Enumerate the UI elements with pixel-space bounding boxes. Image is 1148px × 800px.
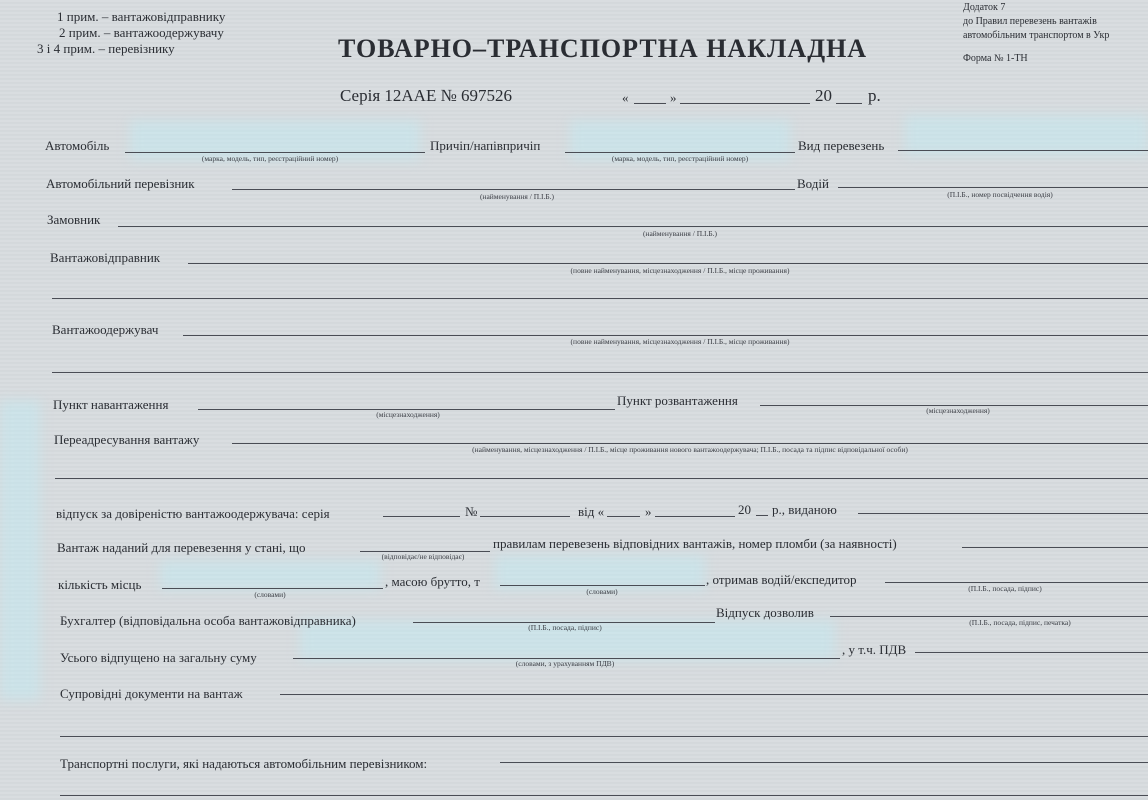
proxy-label: відпуск за довіреністю вантажоодержувача: серія (56, 506, 330, 521)
year-suffix: р. (868, 86, 881, 105)
driver-label: Водій (797, 176, 829, 191)
proxy-serie-field[interactable] (383, 516, 460, 517)
vat-field[interactable] (915, 652, 1148, 653)
gross-field[interactable] (500, 585, 705, 586)
copy-note: 3 і 4 прим. – перевізнику (37, 41, 175, 56)
received-hint: (П.І.Б., посада, підпис) (968, 584, 1042, 593)
trailer-label: Причіп/напівпричіп (430, 138, 541, 153)
documents-field[interactable] (280, 694, 1148, 695)
day-field[interactable] (634, 103, 666, 104)
month-field[interactable] (680, 103, 810, 104)
loading-hint: (місцезнаходження) (376, 410, 440, 419)
gross-label: , масою брутто, т (385, 574, 480, 589)
customer-field[interactable] (118, 226, 1148, 227)
shipper-field[interactable] (188, 263, 1148, 264)
readdress-hint: (найменування, місцезнаходження / П.І.Б., місце проживання нового вантажоодержувача; П.І.Б., посада та підпис відповідальної особи) (472, 445, 908, 454)
proxy-month-field[interactable] (655, 516, 735, 517)
appendix-line: Додаток 7 (963, 2, 1006, 13)
proxy-day-field[interactable] (607, 516, 640, 517)
copy-note: 2 прим. – вантажоодержувачу (59, 25, 224, 40)
document-title: ТОВАРНО–ТРАНСПОРТНА НАКЛАДНА (338, 34, 868, 63)
year-field[interactable] (836, 103, 862, 104)
vehicle-field[interactable] (125, 152, 425, 153)
consignee-field-2[interactable] (52, 372, 1148, 373)
places-hint: (словами) (254, 590, 286, 599)
unloading-point-label: Пункт розвантаження (617, 393, 738, 408)
driver-field[interactable] (838, 187, 1148, 188)
consignee-label: Вантажоодержувач (52, 322, 159, 337)
cargo-rules-label: правилам перевезень відповідних вантажів, номер пломби (за наявності) (493, 536, 897, 551)
trailer-hint: (марка, модель, тип, реєстраційний номер) (611, 154, 749, 163)
proxy-year-field[interactable] (756, 515, 768, 516)
proxy-year-prefix: 20 (738, 502, 751, 517)
documents-field-2[interactable] (60, 736, 1148, 737)
cargo-state-label: Вантаж наданий для перевезення у стані, що (57, 540, 306, 555)
proxy-issued-field[interactable] (858, 513, 1148, 514)
vehicle-label: Автомобіль (45, 138, 110, 153)
driver-hint: (П.І.Б., номер посвідчення водія) (947, 190, 1053, 199)
services-label: Транспортні послуги, які надаються автомобільним перевізником: (60, 756, 428, 771)
services-field[interactable] (500, 762, 1148, 763)
unloading-hint: (місцезнаходження) (926, 406, 990, 415)
total-label: Усього відпущено на загальну суму (60, 650, 257, 665)
quote-close: » (670, 90, 677, 105)
year-prefix: 20 (815, 86, 832, 105)
services-field-2[interactable] (60, 795, 1148, 796)
accountant-hint: (П.І.Б., посада, підпис) (528, 623, 602, 632)
total-hint: (словами, з урахуванням ПДВ) (515, 659, 615, 668)
readdress-label: Переадресування вантажу (54, 432, 200, 447)
shipper-label: Вантажовідправник (50, 250, 161, 265)
appendix-line: автомобільним транспортом в Укр (963, 30, 1110, 41)
appendix-line: до Правил перевезень вантажів (963, 16, 1097, 27)
vat-label: , у т.ч. ПДВ (842, 642, 907, 657)
copy-note: 1 прим. – вантажовідправнику (57, 9, 226, 24)
proxy-number-field[interactable] (480, 516, 570, 517)
places-field[interactable] (162, 588, 383, 589)
shipper-field-2[interactable] (52, 298, 1148, 299)
carrier-label: Автомобільний перевізник (46, 176, 195, 191)
received-field[interactable] (885, 582, 1148, 583)
form-number: Форма № 1-ТН (963, 53, 1028, 64)
proxy-quote-close: » (645, 504, 652, 519)
release-hint: (П.І.Б., посада, підпис, печатка) (969, 618, 1071, 627)
places-label: кількість місць (58, 577, 142, 592)
release-label: Відпуск дозволив (716, 605, 814, 620)
transport-type-label: Вид перевезень (798, 138, 885, 153)
consignee-field[interactable] (183, 335, 1148, 336)
loading-point-label: Пункт навантаження (53, 397, 169, 412)
consignee-hint: (повне найменування, місцезнаходження / П.І.Б., місце проживання) (570, 337, 790, 346)
serie-number: Серія 12ААЕ № 697526 (340, 86, 513, 105)
trailer-field[interactable] (565, 152, 795, 153)
documents-label: Супровідні документи на вантаж (60, 686, 243, 701)
customer-hint: (найменування / П.І.Б.) (642, 229, 718, 238)
carrier-hint: (найменування / П.І.Б.) (479, 192, 555, 201)
release-field[interactable] (830, 616, 1148, 617)
shipper-hint: (повне найменування, місцезнаходження / П.І.Б., місце проживання) (570, 266, 790, 275)
proxy-no-label: № (465, 504, 478, 519)
customer-label: Замовник (47, 212, 101, 227)
proxy-issued-label: р., виданою (772, 502, 837, 517)
accountant-label: Бухгалтер (відповідальна особа вантажовідправника) (60, 613, 356, 628)
gross-hint: (словами) (586, 587, 618, 596)
carrier-field[interactable] (232, 189, 795, 190)
seal-number-field[interactable] (962, 547, 1148, 548)
quote-open: « (622, 90, 629, 105)
vehicle-hint: (марка, модель, тип, реєстраційний номер) (201, 154, 339, 163)
received-label: , отримав водій/експедитор (706, 572, 857, 587)
readdress-field[interactable] (232, 443, 1148, 444)
cargo-state-hint: (відповідає/не відповідає) (381, 552, 465, 561)
readdress-field-2[interactable] (55, 478, 1148, 479)
transport-type-field[interactable] (898, 150, 1148, 151)
proxy-from-label: від « (578, 504, 605, 519)
